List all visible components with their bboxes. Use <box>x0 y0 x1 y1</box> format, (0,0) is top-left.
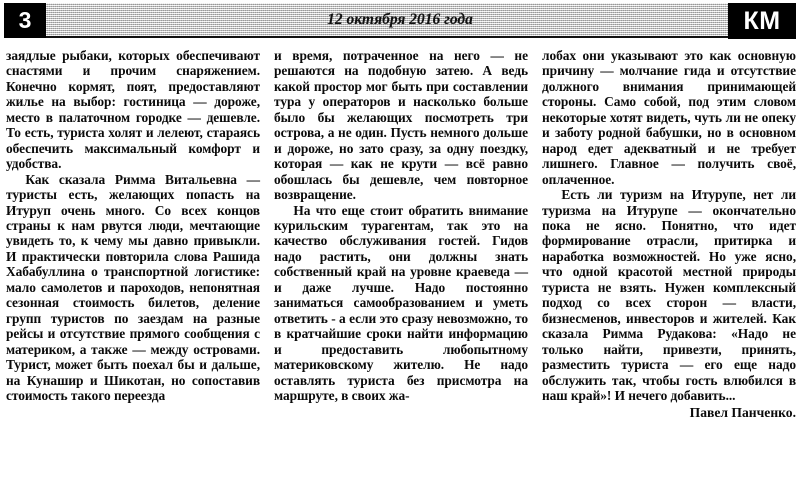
article-column-3 <box>542 48 796 477</box>
newspaper-brand-logo: КМ <box>728 3 796 39</box>
paragraph: Есть ли туризм на Итурупе, нет ли туризма на Итурупе — окончательно пока не ясно. Понятно, что идет формирование отрасли, притирка и наработка возможностей. Но уже ясно, что одной красотой местной природы туриста не взять. Нужен комплексный подход со всех сторон — власти, бизнесменов, инвесторов и жителей. Как сказала Римма Рудакова: «Надо не только найти, привезти, принять, разместить туриста — его еще надо обслужить так, чтобы гость влюбился в наш край»! И нечего добавить... <box>542 187 796 403</box>
article-column-1 <box>6 48 260 477</box>
publication-date: 12 октября 2016 года <box>327 10 473 28</box>
paragraph: лобах они указывают это как основную причину — молчание гида и отсутствие должного внимания принимающей стороны. Само собой, под этим словом некоторые хотят видеть, чуть ли не опеку и заботу родной бабушки, но в основном народ едет адекватный и не требует лишнего. Главное — получить своё, оплаченное. <box>542 48 796 187</box>
page-number-badge: 3 <box>4 3 46 38</box>
paragraph: Как сказала Римма Витальевна — туристы есть, желающих попасть на Итуруп очень много. Со всех концов страны к нам рвутся люди, мечтающие увидеть то, к чему мы давно привыкли. И практически повторила слова Рашида Хабабуллина о транспортной логистике: мало самолетов и пароходов, непонятная сезонная стоимость билетов, деление групп туристов по заездам на разные рейсы и отсутствие прямого сообщения с материком, а также — между островами. Турист, может быть поехал бы и дальше, на Кунашир и Шикотан, но сопоставив стоимость такого переезда <box>6 171 260 403</box>
paragraph: и время, потраченное на него — не решаются на подобную затею. А ведь какой простор мог быть при составлении тура у операторов и насколько больше было бы желающих посмотреть три острова, а не один. Пусть немного дольше и дороже, но зато сразу, за одну поездку, которая — как не крути — всё равно обошлась бы дешевле, чем повторное возвращение. <box>274 48 528 203</box>
author-byline: Павел Панченко. <box>689 405 796 421</box>
paragraph: заядлые рыбаки, которых обеспечивают снастями и прочим снаряжением. Конечно кормят, поят, предоставляют жилье на выбор: гостиница — дороже, место в палаточном городке — дешевле. То есть, туриста холят и лелеют, стараясь обеспечить максимальный комфорт и удобства. <box>6 48 260 172</box>
paragraph: На что еще стоит обратить внимание курильским турагентам, так это на качество обслуживания гостей. Гидов надо растить, они должны знать собственный край на уровне краеведа — и даже лучше. Надо постоянно заниматься самообразованием и уметь ответить - а если это сразу невозможно, то в кратчайшие сроки найти информацию и предоставить любопытному материковскому жителю. Не надо оставлять туриста без присмотра на маршруте, в своих жа- <box>274 202 528 403</box>
article-body <box>6 48 796 477</box>
article-column-2 <box>274 48 528 477</box>
masthead <box>4 3 796 43</box>
